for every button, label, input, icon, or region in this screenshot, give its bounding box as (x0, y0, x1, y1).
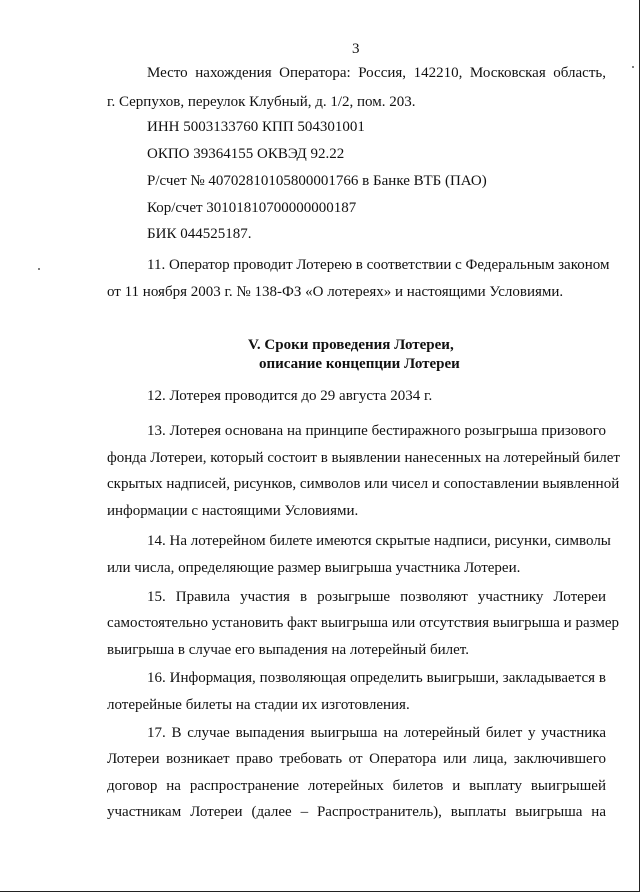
clause-17-line-3: договор на распространение лотерейных билетов и выплату выигрышей (107, 778, 606, 794)
clause-17-line-1: 17. В случае выпадения выигрыша на лотерейный билет у участника (147, 725, 606, 741)
clause-14-line-2: или числа, определяющие размер выигрыша участника Лотереи. (107, 560, 521, 576)
clause-17-line-2: Лотереи возникает право требовать от Оператора или лица, заключившего (107, 751, 606, 767)
scan-speck (38, 268, 40, 270)
clause-14-line-1: 14. На лотерейном билете имеются скрытые надписи, рисунки, символы (147, 533, 611, 549)
clause-11-line-1: 11. Оператор проводит Лотерею в соответствии с Федеральным законом (147, 257, 610, 273)
clause-13-line-1: 13. Лотерея основана на принципе бестиражного розыгрыша призового (147, 423, 606, 439)
section-heading-line-2: описание концепции Лотереи (259, 356, 460, 372)
clause-15-line-1: 15. Правила участия в розыгрыше позволяют участнику Лотереи (147, 589, 606, 605)
section-heading-line-1: V. Сроки проведения Лотереи, (248, 337, 454, 353)
scan-speck (632, 66, 634, 68)
clause-15-line-3: выигрыша в случае его выпадения на лотерейный билет. (107, 642, 469, 658)
operator-address-line-1: Место нахождения Оператора: Россия, 142210, Московская область, (147, 65, 606, 81)
clause-16-line-2: лотерейные билеты на стадии их изготовления. (107, 697, 410, 713)
clause-15-line-2: самостоятельно установить факт выигрыша или отсутствия выигрыша и размер (107, 615, 619, 631)
clause-13-line-2: фонда Лотереи, который состоит в выявлении нанесенных на лотерейный билет (107, 450, 620, 466)
clause-13-line-4: информации с настоящими Условиями. (107, 503, 359, 519)
corr-account-line: Кор/счет 30101810700000000187 (147, 200, 357, 216)
clause-12: 12. Лотерея проводится до 29 августа 2034 г. (147, 388, 433, 404)
clause-13-line-3: скрытых надписей, рисунков, символов или чисел и сопоставлении выявленной (107, 476, 620, 492)
inn-kpp-line: ИНН 5003133760 КПП 504301001 (147, 119, 365, 135)
clause-17-line-4: участникам Лотереи (далее – Распространитель), выплаты выигрыша на (107, 804, 606, 820)
clause-16-line-1: 16. Информация, позволяющая определить выигрыши, закладывается в (147, 670, 606, 686)
account-line: Р/счет № 40702810105800001766 в Банке ВТБ (ПАО) (147, 173, 487, 189)
page-number: 3 (352, 41, 360, 57)
operator-address-line-2: г. Серпухов, переулок Клубный, д. 1/2, пом. 203. (107, 94, 416, 110)
okpo-okved-line: ОКПО 39364155 ОКВЭД 92.22 (147, 146, 345, 162)
clause-11-line-2: от 11 ноября 2003 г. № 138-ФЗ «О лотереях» и настоящими Условиями. (107, 284, 564, 300)
bik-line: БИК 044525187. (147, 226, 252, 242)
